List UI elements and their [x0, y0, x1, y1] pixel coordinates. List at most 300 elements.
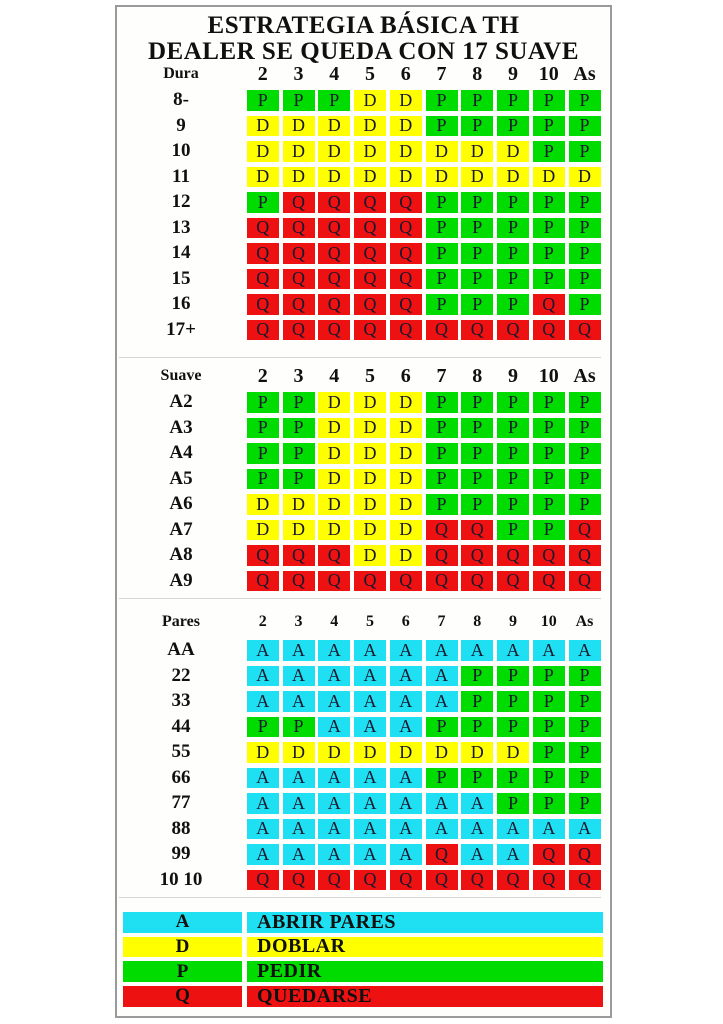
- action-cell: P: [533, 717, 565, 738]
- hand-label: 13: [171, 216, 191, 238]
- action-cell: P: [497, 192, 529, 213]
- action-cell: Q: [283, 571, 315, 592]
- action-cell: Q: [461, 545, 493, 566]
- dealer-card-header: 8: [472, 62, 483, 85]
- dealer-card-header: 8: [472, 364, 483, 387]
- action-cell: P: [426, 418, 458, 439]
- action-cell: D: [354, 494, 386, 515]
- hand-label: A4: [169, 442, 193, 464]
- action-cell: P: [461, 717, 493, 738]
- action-cell: A: [283, 768, 315, 789]
- action-cell: A: [318, 819, 350, 840]
- action-cell: D: [283, 494, 315, 515]
- action-cell: D: [318, 742, 350, 763]
- action-cell: P: [497, 243, 529, 264]
- legend-label: PEDIR: [247, 961, 603, 982]
- action-cell: P: [247, 469, 279, 490]
- dealer-card-header: 9: [509, 613, 517, 630]
- hand-label: 55: [171, 741, 191, 763]
- action-cell: Q: [426, 320, 458, 341]
- dealer-card-header: 4: [329, 62, 340, 85]
- action-cell: A: [247, 793, 279, 814]
- action-cell: A: [497, 844, 529, 865]
- legend-key-swatch: Q: [123, 986, 242, 1007]
- hand-label: 16: [171, 293, 191, 315]
- action-cell: A: [283, 666, 315, 687]
- hand-label: 66: [171, 766, 191, 788]
- suave-table-title: Suave: [160, 367, 202, 384]
- action-cell: Q: [390, 218, 422, 239]
- action-cell: D: [318, 392, 350, 413]
- action-cell: P: [569, 243, 601, 264]
- action-cell: A: [461, 793, 493, 814]
- action-cell: A: [390, 768, 422, 789]
- action-cell: P: [533, 469, 565, 490]
- action-cell: A: [318, 640, 350, 661]
- action-cell: D: [497, 742, 529, 763]
- dealer-card-header: As: [573, 364, 596, 387]
- action-cell: A: [354, 666, 386, 687]
- action-cell: D: [354, 116, 386, 137]
- action-cell: A: [354, 691, 386, 712]
- action-cell: Q: [461, 520, 493, 541]
- action-cell: A: [283, 691, 315, 712]
- action-cell: D: [247, 742, 279, 763]
- action-cell: A: [247, 768, 279, 789]
- action-cell: Q: [354, 218, 386, 239]
- action-cell: A: [390, 819, 422, 840]
- action-cell: P: [569, 742, 601, 763]
- dealer-card-header: 10: [538, 62, 559, 85]
- action-cell: P: [426, 494, 458, 515]
- action-cell: A: [461, 844, 493, 865]
- action-cell: P: [569, 269, 601, 290]
- dealer-card-header: 6: [400, 364, 411, 387]
- action-cell: Q: [569, 545, 601, 566]
- dealer-card-header: 3: [294, 613, 303, 630]
- hand-label: 14: [171, 242, 191, 264]
- dealer-card-header: 5: [365, 62, 375, 85]
- action-cell: D: [247, 116, 279, 137]
- action-cell: A: [390, 691, 422, 712]
- action-cell: P: [461, 494, 493, 515]
- action-cell: D: [354, 469, 386, 490]
- action-cell: Q: [247, 545, 279, 566]
- action-cell: P: [426, 469, 458, 490]
- dura-table-title: Dura: [163, 65, 199, 82]
- action-cell: P: [497, 418, 529, 439]
- dealer-card-header: 8: [473, 613, 482, 630]
- action-cell: P: [533, 494, 565, 515]
- action-cell: P: [247, 192, 279, 213]
- action-cell: P: [283, 90, 315, 111]
- action-cell: A: [354, 844, 386, 865]
- action-cell: P: [461, 768, 493, 789]
- legend-row: [119, 912, 605, 933]
- action-cell: Q: [247, 269, 279, 290]
- action-cell: Q: [461, 870, 493, 891]
- action-cell: D: [283, 742, 315, 763]
- action-cell: P: [533, 192, 565, 213]
- action-cell: P: [533, 116, 565, 137]
- dura-table: [119, 90, 605, 340]
- action-cell: Q: [390, 571, 422, 592]
- action-cell: P: [497, 116, 529, 137]
- action-cell: P: [533, 793, 565, 814]
- hand-label: 9: [176, 114, 186, 136]
- action-cell: Q: [247, 243, 279, 264]
- dealer-card-header: 3: [293, 62, 304, 85]
- hand-label: 10 10: [159, 868, 203, 890]
- action-cell: D: [318, 167, 350, 188]
- action-cell: P: [461, 418, 493, 439]
- action-cell: Q: [354, 320, 386, 341]
- action-cell: P: [461, 392, 493, 413]
- action-cell: A: [569, 819, 601, 840]
- action-cell: A: [390, 666, 422, 687]
- dealer-card-header: As: [575, 613, 594, 630]
- section-divider: [119, 598, 601, 599]
- suave-table: [119, 392, 605, 591]
- action-cell: P: [533, 269, 565, 290]
- action-cell: P: [426, 392, 458, 413]
- action-cell: P: [533, 141, 565, 162]
- action-cell: D: [390, 469, 422, 490]
- action-cell: D: [426, 167, 458, 188]
- action-cell: Q: [533, 320, 565, 341]
- action-cell: A: [354, 819, 386, 840]
- dealer-card-header: 2: [257, 364, 268, 387]
- action-cell: Q: [390, 243, 422, 264]
- page-title-line2: DEALER SE QUEDA CON 17 SUAVE: [148, 38, 579, 65]
- hand-label: 33: [171, 690, 191, 712]
- action-cell: D: [283, 167, 315, 188]
- action-cell: P: [569, 717, 601, 738]
- action-cell: Q: [569, 320, 601, 341]
- legend-row: [119, 986, 605, 1007]
- action-cell: P: [247, 443, 279, 464]
- action-cell: A: [318, 768, 350, 789]
- action-cell: D: [390, 520, 422, 541]
- hand-label: A7: [169, 518, 193, 540]
- action-cell: D: [354, 418, 386, 439]
- action-cell: A: [354, 793, 386, 814]
- action-cell: D: [390, 116, 422, 137]
- action-cell: P: [247, 392, 279, 413]
- action-cell: P: [569, 494, 601, 515]
- action-cell: D: [426, 742, 458, 763]
- action-cell: D: [283, 116, 315, 137]
- action-cell: D: [354, 742, 386, 763]
- action-cell: D: [390, 418, 422, 439]
- hand-label: 77: [171, 792, 191, 814]
- action-cell: Q: [318, 218, 350, 239]
- action-cell: Q: [318, 294, 350, 315]
- legend-row: [119, 961, 605, 982]
- action-cell: D: [318, 418, 350, 439]
- hand-label: A9: [169, 569, 193, 591]
- legend-key-swatch: D: [123, 937, 242, 958]
- action-cell: D: [247, 167, 279, 188]
- action-cell: Q: [461, 571, 493, 592]
- action-cell: Q: [247, 571, 279, 592]
- action-cell: P: [283, 443, 315, 464]
- action-cell: Q: [533, 545, 565, 566]
- section-divider: [119, 357, 601, 358]
- action-cell: Q: [247, 294, 279, 315]
- action-cell: Q: [247, 320, 279, 341]
- action-cell: P: [461, 90, 493, 111]
- action-cell: P: [533, 243, 565, 264]
- dealer-card-header: 10: [540, 613, 557, 630]
- action-cell: P: [426, 443, 458, 464]
- hand-label: 88: [171, 817, 191, 839]
- hand-label: A6: [169, 493, 193, 515]
- legend-label: ABRIR PARES: [247, 912, 603, 933]
- action-cell: P: [426, 90, 458, 111]
- action-cell: D: [390, 494, 422, 515]
- action-cell: D: [354, 141, 386, 162]
- action-cell: Q: [461, 320, 493, 341]
- action-cell: P: [426, 717, 458, 738]
- action-cell: P: [533, 691, 565, 712]
- action-cell: A: [426, 666, 458, 687]
- dealer-card-header: 2: [258, 613, 267, 630]
- action-cell: D: [461, 141, 493, 162]
- pares-table-title: Pares: [162, 613, 200, 630]
- action-cell: D: [354, 90, 386, 111]
- action-cell: P: [247, 717, 279, 738]
- action-cell: D: [533, 167, 565, 188]
- action-cell: Q: [497, 870, 529, 891]
- action-cell: Q: [354, 243, 386, 264]
- action-cell: P: [461, 691, 493, 712]
- action-cell: D: [497, 167, 529, 188]
- action-cell: Q: [247, 870, 279, 891]
- action-cell: A: [390, 793, 422, 814]
- action-cell: Q: [283, 320, 315, 341]
- hand-label: 22: [171, 664, 191, 686]
- action-cell: P: [461, 192, 493, 213]
- action-cell: P: [497, 469, 529, 490]
- action-cell: P: [569, 192, 601, 213]
- action-cell: P: [283, 418, 315, 439]
- action-cell: Q: [318, 571, 350, 592]
- action-cell: P: [533, 218, 565, 239]
- action-cell: A: [390, 640, 422, 661]
- action-cell: A: [533, 640, 565, 661]
- hand-label: 11: [172, 165, 190, 187]
- action-cell: P: [569, 768, 601, 789]
- action-cell: D: [354, 392, 386, 413]
- legend-label: QUEDARSE: [247, 986, 603, 1007]
- action-cell: P: [569, 116, 601, 137]
- action-cell: P: [497, 392, 529, 413]
- action-cell: P: [533, 666, 565, 687]
- dealer-card-header: 2: [257, 62, 268, 85]
- action-cell: Q: [569, 870, 601, 891]
- dealer-card-header: 7: [436, 62, 447, 85]
- action-cell: D: [390, 443, 422, 464]
- action-cell: A: [283, 793, 315, 814]
- action-cell: Q: [318, 269, 350, 290]
- legend: [119, 912, 605, 1012]
- action-cell: Q: [497, 545, 529, 566]
- action-cell: A: [354, 768, 386, 789]
- action-cell: P: [497, 269, 529, 290]
- hand-label: 15: [171, 267, 191, 289]
- hand-label: A3: [169, 416, 193, 438]
- action-cell: Q: [426, 870, 458, 891]
- action-cell: D: [318, 494, 350, 515]
- action-cell: P: [497, 768, 529, 789]
- action-cell: P: [497, 691, 529, 712]
- action-cell: A: [283, 844, 315, 865]
- action-cell: Q: [497, 320, 529, 341]
- action-cell: A: [247, 691, 279, 712]
- action-cell: Q: [354, 294, 386, 315]
- hand-label: 10: [171, 140, 191, 162]
- action-cell: D: [497, 141, 529, 162]
- dealer-card-header: 9: [508, 364, 518, 387]
- action-cell: A: [247, 640, 279, 661]
- action-cell: D: [247, 141, 279, 162]
- action-cell: A: [426, 640, 458, 661]
- action-cell: Q: [318, 545, 350, 566]
- action-cell: P: [569, 218, 601, 239]
- hand-label: 12: [171, 191, 191, 213]
- action-cell: D: [318, 443, 350, 464]
- action-cell: P: [283, 392, 315, 413]
- action-cell: Q: [354, 269, 386, 290]
- legend-key-swatch: P: [123, 961, 242, 982]
- dealer-card-header: 5: [365, 364, 375, 387]
- legend-row: [119, 937, 605, 958]
- action-cell: D: [354, 167, 386, 188]
- action-cell: P: [461, 294, 493, 315]
- action-cell: P: [533, 443, 565, 464]
- hand-label: 99: [171, 843, 191, 865]
- hand-label: 44: [171, 715, 191, 737]
- action-cell: P: [569, 793, 601, 814]
- action-cell: P: [426, 294, 458, 315]
- action-cell: A: [426, 819, 458, 840]
- dealer-card-header: 6: [400, 62, 411, 85]
- action-cell: P: [247, 90, 279, 111]
- action-cell: Q: [318, 320, 350, 341]
- action-cell: P: [283, 469, 315, 490]
- action-cell: Q: [426, 520, 458, 541]
- action-cell: P: [569, 691, 601, 712]
- action-cell: P: [426, 218, 458, 239]
- hand-label: AA: [167, 639, 195, 661]
- action-cell: P: [497, 294, 529, 315]
- action-cell: P: [497, 494, 529, 515]
- action-cell: P: [283, 717, 315, 738]
- action-cell: Q: [247, 218, 279, 239]
- action-cell: P: [497, 717, 529, 738]
- action-cell: P: [533, 520, 565, 541]
- page-title-line1: ESTRATEGIA BÁSICA TH: [207, 12, 520, 39]
- hand-label: 8-: [173, 89, 189, 111]
- action-cell: Q: [426, 545, 458, 566]
- action-cell: P: [461, 243, 493, 264]
- action-cell: A: [569, 640, 601, 661]
- section-divider: [119, 897, 601, 898]
- action-cell: A: [461, 819, 493, 840]
- action-cell: D: [390, 545, 422, 566]
- action-cell: D: [354, 520, 386, 541]
- action-cell: Q: [283, 192, 315, 213]
- action-cell: P: [497, 443, 529, 464]
- action-cell: A: [318, 793, 350, 814]
- dealer-card-header: 7: [437, 613, 446, 630]
- pares-table: [119, 640, 605, 890]
- action-cell: A: [247, 844, 279, 865]
- action-cell: P: [426, 192, 458, 213]
- action-cell: Q: [283, 545, 315, 566]
- action-cell: A: [426, 691, 458, 712]
- action-cell: P: [461, 666, 493, 687]
- action-cell: P: [426, 243, 458, 264]
- action-cell: Q: [497, 571, 529, 592]
- action-cell: P: [461, 218, 493, 239]
- action-cell: P: [426, 269, 458, 290]
- action-cell: D: [461, 742, 493, 763]
- action-cell: Q: [390, 269, 422, 290]
- action-cell: D: [354, 545, 386, 566]
- action-cell: A: [390, 717, 422, 738]
- dealer-card-header: 9: [508, 62, 518, 85]
- action-cell: A: [497, 640, 529, 661]
- action-cell: A: [283, 640, 315, 661]
- action-cell: P: [569, 666, 601, 687]
- action-cell: D: [247, 520, 279, 541]
- action-cell: Q: [533, 844, 565, 865]
- action-cell: D: [390, 742, 422, 763]
- action-cell: P: [533, 742, 565, 763]
- action-cell: Q: [533, 870, 565, 891]
- action-cell: Q: [533, 571, 565, 592]
- action-cell: D: [318, 520, 350, 541]
- action-cell: Q: [569, 844, 601, 865]
- dura-header-row: [119, 63, 605, 85]
- pares-header-row: [119, 611, 605, 633]
- dealer-card-header: 5: [366, 613, 374, 630]
- action-cell: D: [569, 167, 601, 188]
- action-cell: Q: [569, 571, 601, 592]
- action-cell: Q: [390, 294, 422, 315]
- action-cell: P: [461, 269, 493, 290]
- action-cell: A: [318, 844, 350, 865]
- action-cell: Q: [390, 192, 422, 213]
- action-cell: A: [283, 819, 315, 840]
- action-cell: P: [569, 392, 601, 413]
- legend-label: DOBLAR: [247, 937, 603, 958]
- action-cell: D: [283, 520, 315, 541]
- action-cell: Q: [318, 870, 350, 891]
- action-cell: P: [497, 520, 529, 541]
- legend-key-swatch: A: [123, 912, 242, 933]
- action-cell: A: [247, 819, 279, 840]
- dealer-card-header: 4: [330, 613, 339, 630]
- suave-header-row: [119, 365, 605, 387]
- action-cell: P: [247, 418, 279, 439]
- action-cell: D: [390, 141, 422, 162]
- action-cell: D: [318, 141, 350, 162]
- action-cell: Q: [354, 870, 386, 891]
- action-cell: D: [426, 141, 458, 162]
